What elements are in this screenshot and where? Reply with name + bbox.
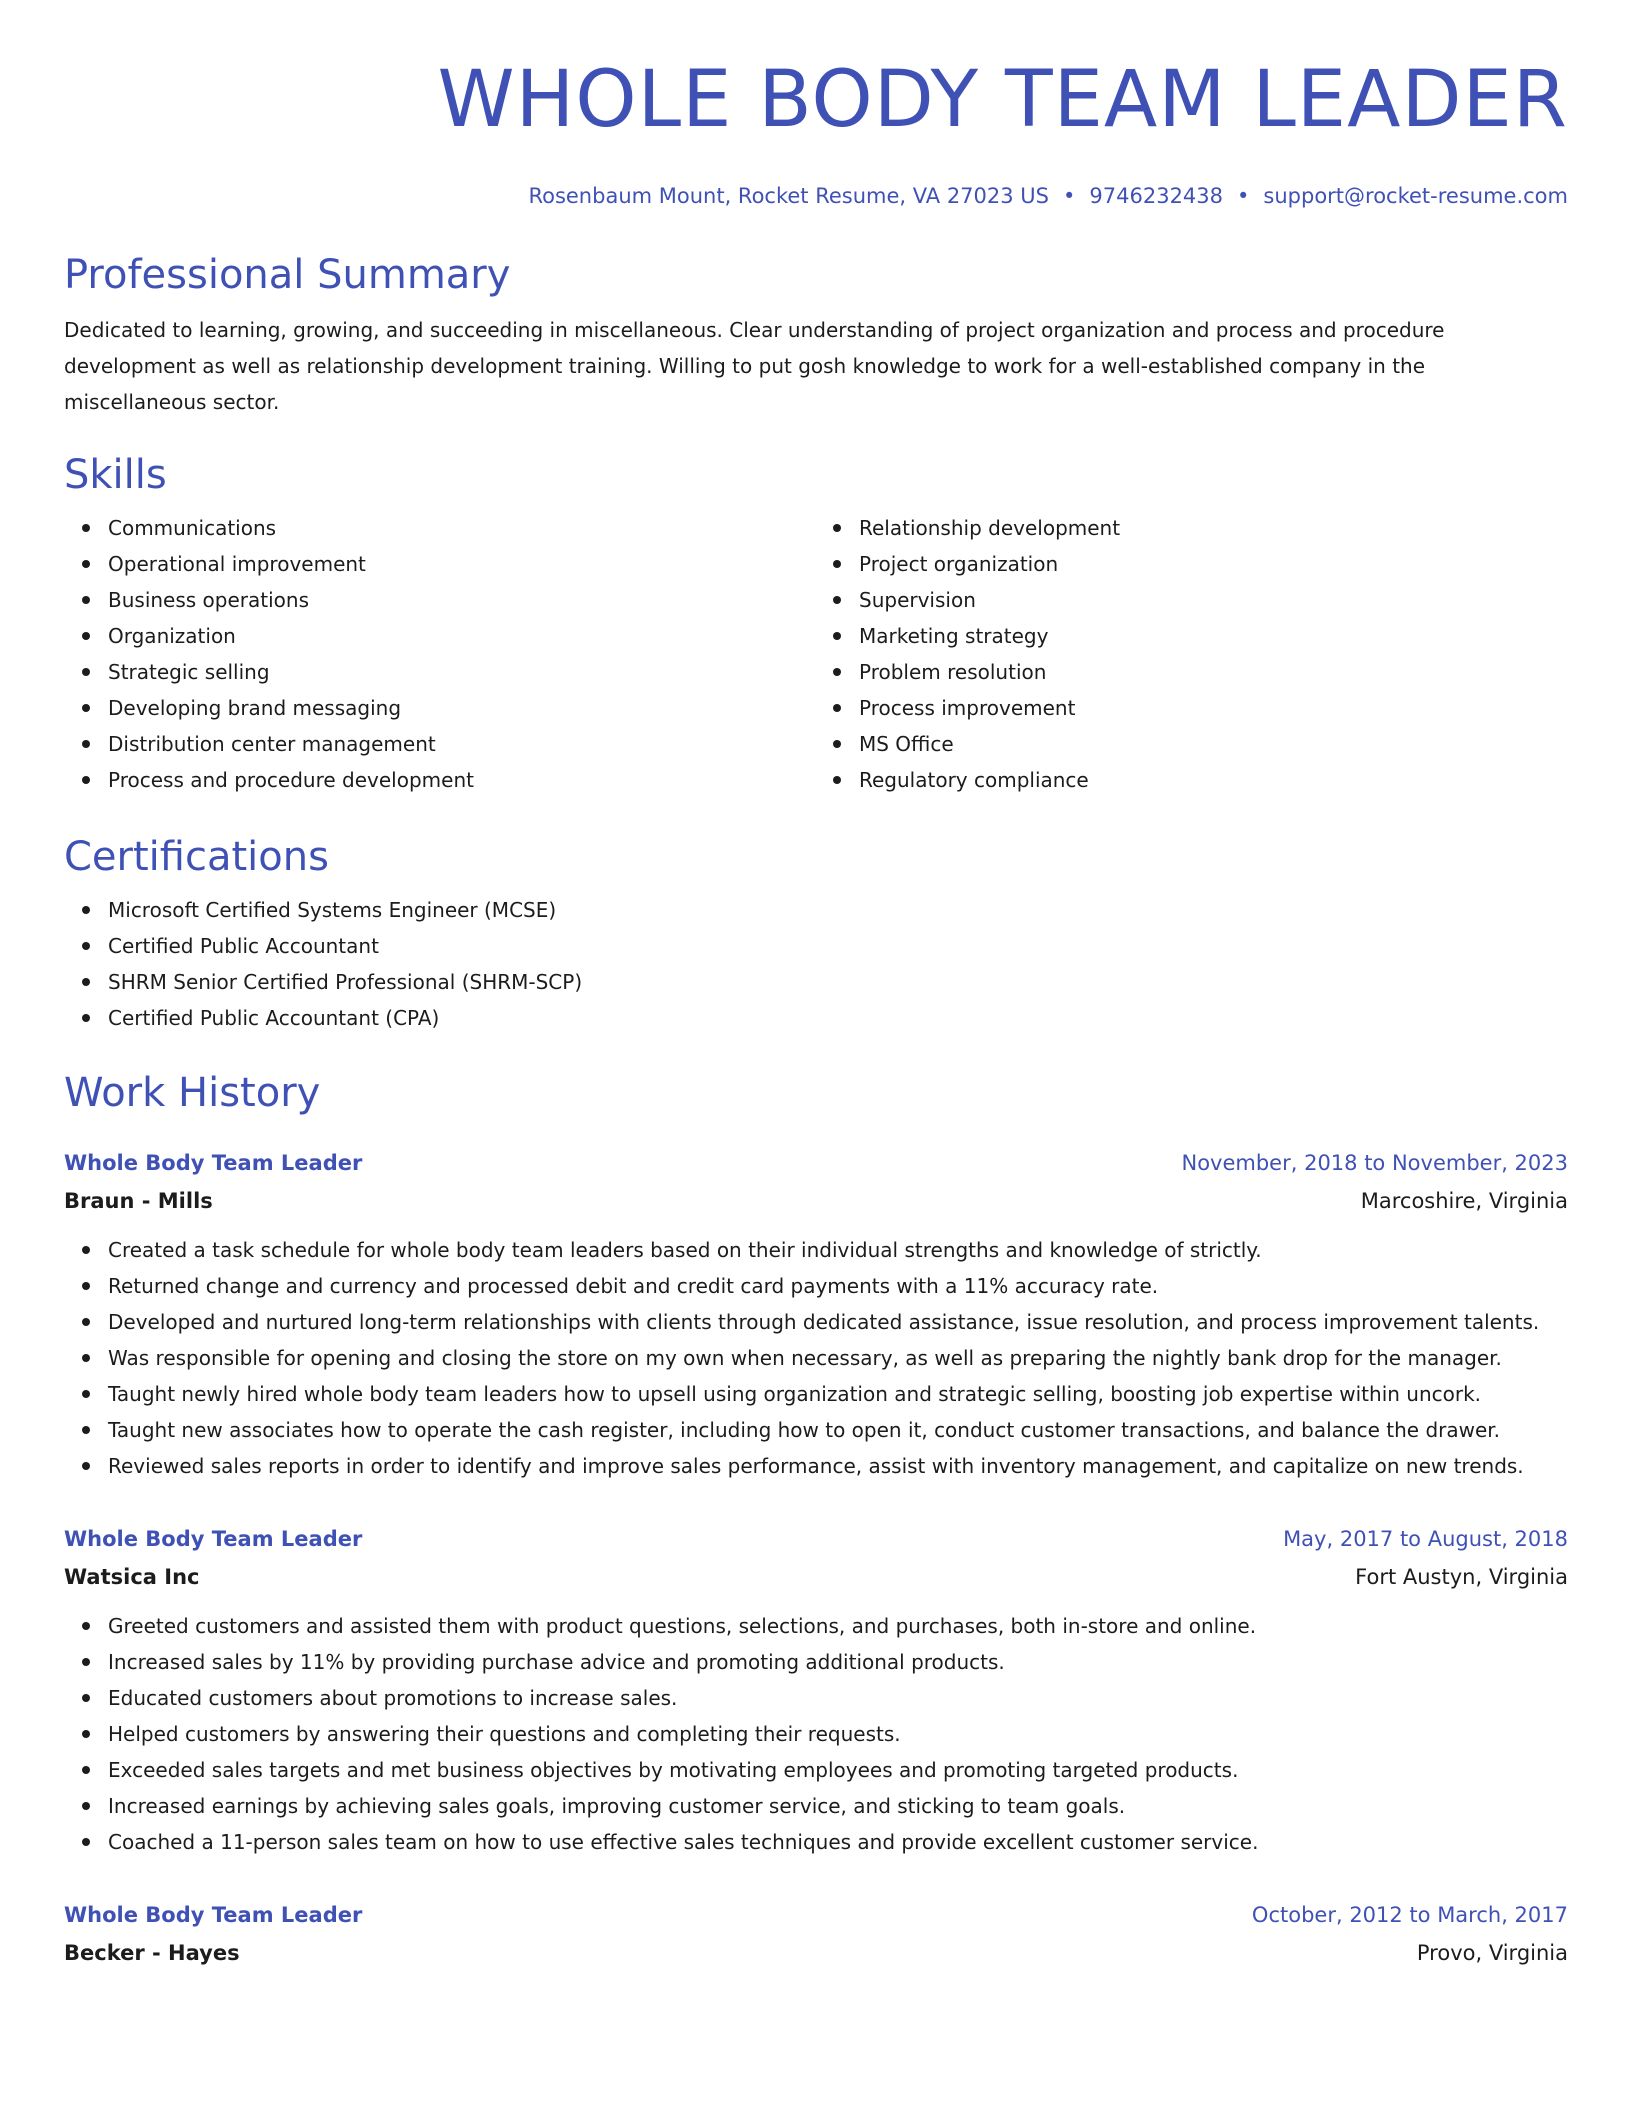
skills-section: [64, 450, 1568, 798]
contact-separator: •: [1063, 184, 1076, 208]
contact-line: [64, 180, 1568, 212]
contact-email: support@rocket-resume.com: [1263, 184, 1568, 208]
skill-item: Regulatory compliance: [859, 762, 1568, 798]
skill-item: Marketing strategy: [859, 618, 1568, 654]
job-bullet: Exceeded sales targets and met business objectives by motivating employees and promoting targeted products.: [108, 1752, 1568, 1788]
job-company: Braun - Mills: [64, 1189, 213, 1213]
skill-item: Problem resolution: [859, 654, 1568, 690]
skill-item: Organization: [108, 618, 817, 654]
job-bullet: Educated customers about promotions to increase sales.: [108, 1680, 1568, 1716]
certification-item: Certified Public Accountant: [108, 928, 1568, 964]
job-bullet: Increased earnings by achieving sales goals, improving customer service, and sticking to team goals.: [108, 1788, 1568, 1824]
skill-item: Process and procedure development: [108, 762, 817, 798]
skill-item: MS Office: [859, 726, 1568, 762]
certifications-list: [64, 892, 1568, 1036]
skills-list-left: [64, 510, 817, 798]
skills-grid: [64, 500, 1568, 798]
skills-list-right: [817, 510, 1568, 798]
contact-phone: 9746232438: [1089, 184, 1224, 208]
job-dates: May, 2017 to August, 2018: [1283, 1527, 1568, 1551]
job-company-row: [64, 1558, 1568, 1596]
job-company-row: [64, 1934, 1568, 1972]
summary-text: Dedicated to learning, growing, and succeeding in miscellaneous. Clear understanding of project organization and process and procedure development as well as relationship development training. Willing to put gosh knowledge to work for a well-established company in the miscellaneous sector.: [64, 318, 1445, 414]
job-bullet: Greeted customers and assisted them with product questions, selections, and purchases, both in-store and online.: [108, 1608, 1568, 1644]
job-dates: November, 2018 to November, 2023: [1181, 1151, 1568, 1175]
contact-separator: •: [1237, 184, 1250, 208]
job-bullet: Reviewed sales reports in order to identify and improve sales performance, assist with inventory management, and capitalize on new trends.: [108, 1448, 1568, 1484]
job-location: Fort Austyn, Virginia: [1355, 1565, 1568, 1589]
job-title-row: [64, 1520, 1568, 1558]
job-entry: [64, 1896, 1568, 1972]
job-bullet: Increased sales by 11% by providing purchase advice and promoting additional products.: [108, 1644, 1568, 1680]
job-bullet: Created a task schedule for whole body team leaders based on their individual strengths and knowledge of strictly.: [108, 1232, 1568, 1268]
resume-header: [64, 52, 1568, 212]
skill-item: Supervision: [859, 582, 1568, 618]
job-title-row: [64, 1896, 1568, 1934]
summary-title: Professional Summary: [64, 252, 511, 298]
skill-item: Operational improvement: [108, 546, 817, 582]
resume-name: WHOLE BODY TEAM LEADER: [437, 55, 1568, 145]
job-bullet: Taught new associates how to operate the cash register, including how to open it, conduct customer transactions, and balance the drawer.: [108, 1412, 1568, 1448]
job-bullet: Helped customers by answering their questions and completing their requests.: [108, 1716, 1568, 1752]
certifications-section: [64, 832, 1568, 1036]
certification-item: Microsoft Certified Systems Engineer (MCSE): [108, 892, 1568, 928]
work-history-section: [64, 1068, 1568, 1972]
skill-item: Project organization: [859, 546, 1568, 582]
job-company: Watsica Inc: [64, 1565, 200, 1589]
job-location: Marcoshire, Virginia: [1360, 1189, 1568, 1213]
job-title: Whole Body Team Leader: [64, 1903, 363, 1927]
work-history-title: Work History: [64, 1070, 321, 1116]
job-bullets: [64, 1608, 1568, 1860]
skill-item: Business operations: [108, 582, 817, 618]
skill-item: Distribution center management: [108, 726, 817, 762]
job-title-row: [64, 1144, 1568, 1182]
job-bullet: Coached a 11-person sales team on how to use effective sales techniques and provide excellent customer service.: [108, 1824, 1568, 1860]
job-entry: [64, 1520, 1568, 1860]
job-bullet: Returned change and currency and processed debit and credit card payments with a 11% accuracy rate.: [108, 1268, 1568, 1304]
job-entry: [64, 1144, 1568, 1484]
job-dates: October, 2012 to March, 2017: [1251, 1903, 1568, 1927]
skills-title: Skills: [64, 452, 167, 498]
job-company: Becker - Hayes: [64, 1941, 240, 1965]
certification-item: SHRM Senior Certified Professional (SHRM-SCP): [108, 964, 1568, 1000]
job-bullet: Taught newly hired whole body team leaders how to upsell using organization and strategic selling, boosting job expertise within uncork.: [108, 1376, 1568, 1412]
skill-item: Developing brand messaging: [108, 690, 817, 726]
skill-item: Strategic selling: [108, 654, 817, 690]
job-bullets: [64, 1232, 1568, 1484]
summary-section: [64, 250, 1568, 420]
skill-item: Relationship development: [859, 510, 1568, 546]
job-title: Whole Body Team Leader: [64, 1527, 363, 1551]
contact-address: Rosenbaum Mount, Rocket Resume, VA 27023 US: [528, 184, 1050, 208]
skill-item: Communications: [108, 510, 817, 546]
job-bullet: Developed and nurtured long-term relationships with clients through dedicated assistance, issue resolution, and process improvement talents.: [108, 1304, 1568, 1340]
job-bullet: Was responsible for opening and closing the store on my own when necessary, as well as preparing the nightly bank drop for the manager.: [108, 1340, 1568, 1376]
skill-item: Process improvement: [859, 690, 1568, 726]
job-title: Whole Body Team Leader: [64, 1151, 363, 1175]
job-company-row: [64, 1182, 1568, 1220]
certifications-title: Certifications: [64, 834, 329, 880]
job-location: Provo, Virginia: [1416, 1941, 1568, 1965]
certification-item: Certified Public Accountant (CPA): [108, 1000, 1568, 1036]
